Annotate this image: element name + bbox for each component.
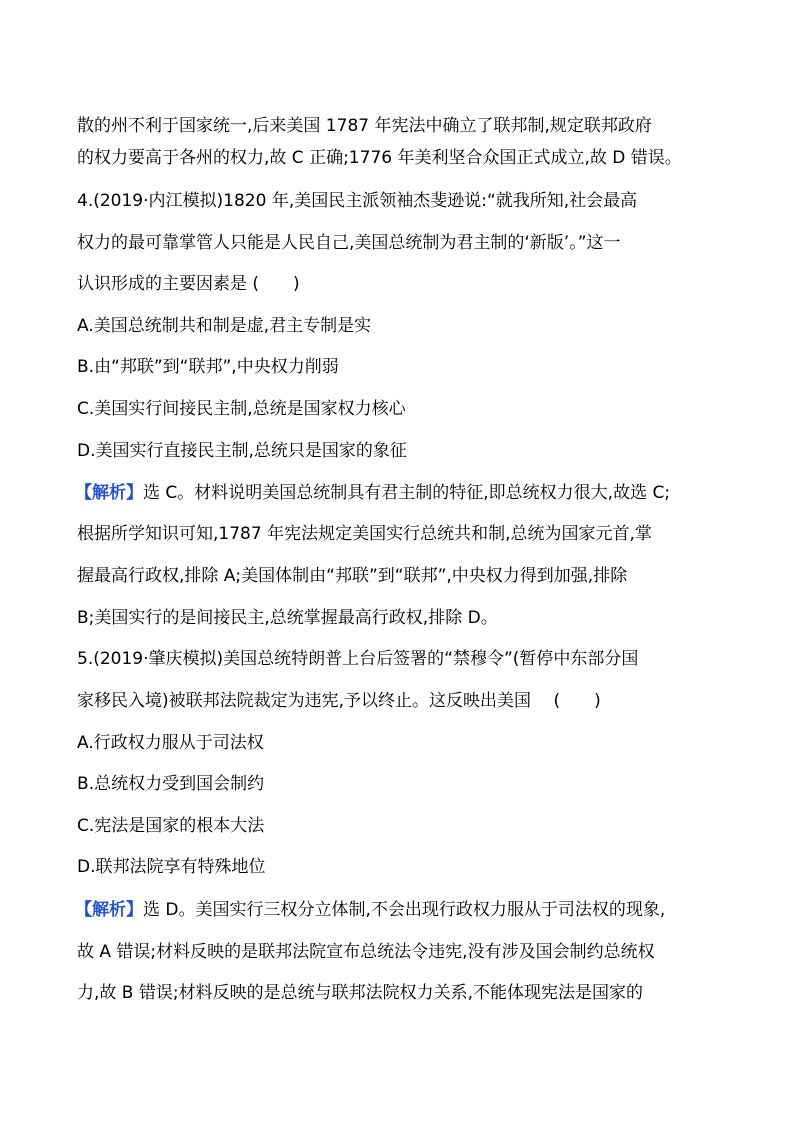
question-4-option-c: C.美国实行间接民主制,总统是国家权力核心: [77, 399, 406, 419]
question-4-stem: 权力的最可靠掌管人只能是人民自己,美国总统制为君主制的‘新版’。”这一: [77, 233, 621, 253]
question-4-option-d: D.美国实行直接民主制,总统只是国家的象征: [77, 441, 407, 461]
analysis-4-line: 握最高行政权,排除 A;美国体制由“邦联”到“联邦”,中央权力得到加强,排除: [77, 566, 628, 586]
question-5-option-c: C.宪法是国家的根本大法: [77, 816, 265, 836]
question-4-option-a: A.美国总统制共和制是虚,君主专制是实: [77, 316, 372, 336]
analysis-text: 选 C。材料说明美国总统制具有君主制的特征,即总统权力很大,故选 C;: [143, 483, 671, 503]
question-5-stem: 家移民入境)被联邦法院裁定为违宪,予以终止。这反映出美国 ( ): [77, 691, 601, 711]
question-4-stem: 4.(2019·内江模拟)1820 年,美国民主派领袖杰斐逊说:“就我所知,社会最高: [77, 191, 638, 211]
analysis-5-line: 力,故 B 错误;材料反映的是总统与联邦法院权力关系,不能体现宪法是国家的: [77, 983, 644, 1003]
analysis-label: 【解析】: [75, 483, 143, 503]
question-5-stem: 5.(2019·肇庆模拟)美国总统特朗普上台后签署的“禁穆令”(暂停中东部分国: [77, 649, 639, 669]
question-4-stem: 认识形成的主要因素是 ( ): [77, 274, 300, 294]
text-line: 的权力要高于各州的权力,故 C 正确;1776 年美利坚合众国正式成立,故 D 错误。: [77, 148, 682, 168]
analysis-text: 选 D。美国实行三权分立体制,不会出现行政权力服从于司法权的现象,: [143, 900, 666, 920]
analysis-4-line: [75, 481, 670, 505]
question-5-option-a: A.行政权力服从于司法权: [77, 733, 264, 753]
text-line: 散的州不利于国家统一,后来美国 1787 年宪法中确立了联邦制,规定联邦政府: [77, 116, 652, 136]
question-5-option-d: D.联邦法院享有特殊地位: [77, 857, 266, 877]
analysis-4-line: 根据所学知识可知,1787 年宪法规定美国实行总统共和制,总统为国家元首,掌: [77, 524, 652, 544]
question-4-option-b: B.由“邦联”到“联邦”,中央权力削弱: [77, 357, 339, 377]
analysis-5-line: [75, 898, 665, 922]
analysis-5-line: 故 A 错误;材料反映的是联邦法院宣布总统法令违宪,没有涉及国会制约总统权: [77, 942, 655, 962]
analysis-label: 【解析】: [75, 900, 143, 920]
question-5-option-b: B.总统权力受到国会制约: [77, 774, 265, 794]
analysis-4-line: B;美国实行的是间接民主,总统掌握最高行政权,排除 D。: [77, 608, 498, 628]
